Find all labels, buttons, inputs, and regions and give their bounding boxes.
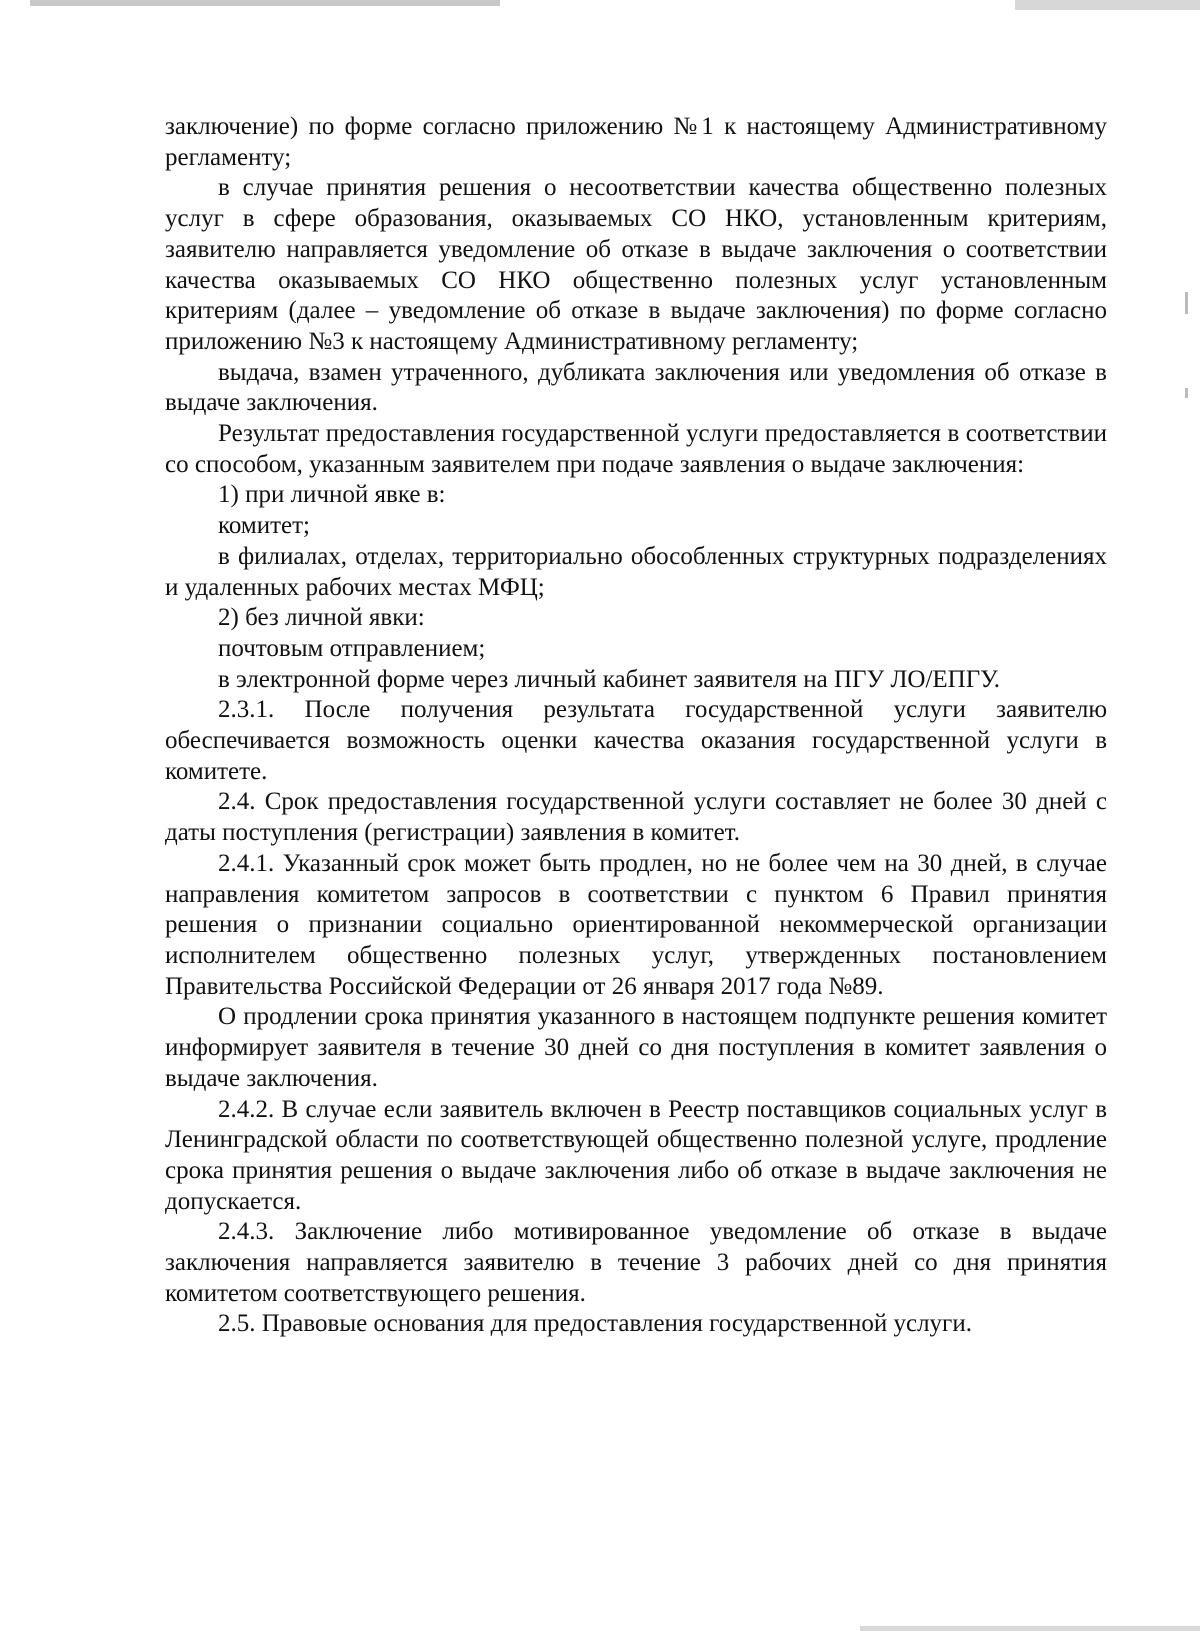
clause: 2.4. Срок предоставления государственной услуги составляет не более 30 дней с даты поступления (регистрации) заявления в комитет.: [165, 788, 1107, 847]
paragraph: О продлении срока принятия указанного в настоящем подпункте решения комитет информирует заявителя в течение 30 дней со дня поступления в комитет заявления о выдаче заключения.: [165, 1003, 1107, 1092]
scan-artifact-top-right: [1015, 0, 1200, 10]
clause-heading: 2.5. Правовые основания для предоставления государственной услуги.: [218, 1310, 972, 1338]
list-item: в филиалах, отделах, территориально обособленных структурных подразделениях и удаленных рабочих местах МФЦ;: [165, 542, 1107, 601]
scan-artifact-top-left: [30, 0, 500, 6]
scan-artifact-bottom: [860, 1626, 1200, 1631]
list-item: 1) при личной явке в:: [218, 481, 446, 509]
paragraph: выдача, взамен утраченного, дубликата заключения или уведомления об отказе в выдаче заключения.: [165, 358, 1107, 417]
scan-artifact-margin-mark: [1185, 292, 1188, 314]
clause: 2.4.2. В случае если заявитель включен в Реестр поставщиков социальных услуг в Ленинградской области по соответствующей общественно полезной услуге, продление срока принятия решения о выдаче заключения либо об отказе в выдаче заключения не допускается.: [165, 1095, 1107, 1215]
clause: 2.3.1. После получения результата государственной услуги заявителю обеспечивается возможность оценки качества оказания государственной услуги в комитете.: [165, 696, 1107, 785]
scan-artifact-margin-mark: [1185, 388, 1188, 398]
clause: 2.4.1. Указанный срок может быть продлен, но не более чем на 30 дней, в случае направления комитетом запросов в соответствии с пунктом 6 Правил принятия решения о признании социально ориентированной некоммерческой организации исполнителем общественно полезных услуг, утвержденных постановлением Правительства Российской Федерации от 26 января 2017 года №89.: [165, 849, 1107, 1000]
paragraph: в случае принятия решения о несоответствии качества общественно полезных услуг в сфере образования, оказываемых СО НКО, установленным критериям, заявителю направляется уведомление об отказе в выдаче заключения о соответствии качества оказываемых СО НКО общественно полезных услуг установленным критериям (далее – уведомление об отказе в выдаче заключения) по форме согласно приложению №3 к настоящему Административному регламенту;: [165, 174, 1107, 355]
list-item: 2) без личной явки:: [218, 604, 425, 632]
document-body: [165, 112, 1107, 1340]
paragraph: Результат предоставления государственной услуги предоставляется в соответствии со способом, указанным заявителем при подаче заявления о выдаче заключения:: [165, 420, 1107, 478]
list-item: почтовым отправлением;: [218, 634, 486, 662]
list-item: комитет;: [218, 512, 310, 540]
list-item: в электронной форме через личный кабинет заявителя на ПГУ ЛО/ЕПГУ.: [218, 665, 1001, 693]
paragraph: заключение) по форме согласно приложению №1 к настоящему Административному регламенту;: [165, 113, 1107, 171]
clause: 2.4.3. Заключение либо мотивированное уведомление об отказе в выдаче заключения направляется заявителю в течение 3 рабочих дней со дня принятия комитетом соответствующего решения.: [165, 1218, 1107, 1307]
